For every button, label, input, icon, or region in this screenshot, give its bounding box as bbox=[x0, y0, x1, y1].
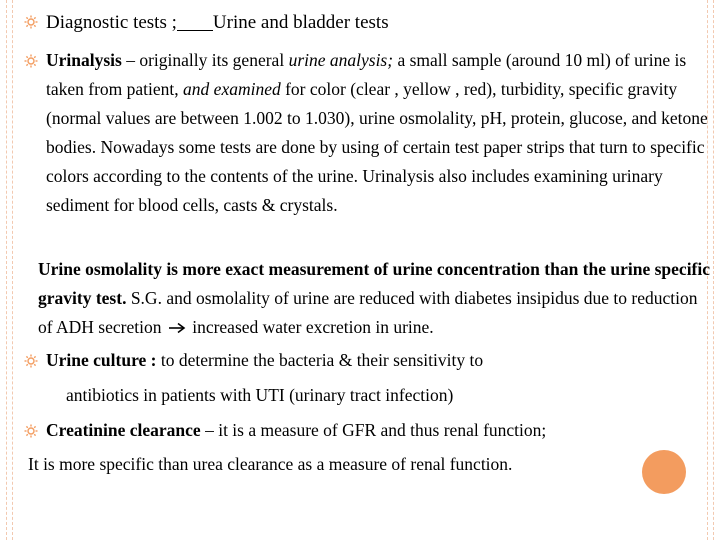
culture-term: Urine culture : bbox=[46, 350, 157, 370]
creatinine-line-2: It is more specific than urea clearance as a measure of renal function. bbox=[28, 454, 513, 474]
urinalysis-paragraph bbox=[46, 46, 710, 220]
diagnostic-heading bbox=[46, 8, 714, 37]
urinalysis-italic-a: urine analysis; bbox=[288, 50, 394, 70]
osmolality-after: increased water excretion in urine. bbox=[187, 317, 434, 337]
urinalysis-italic-b: and examined bbox=[183, 79, 281, 99]
sun-bullet-icon bbox=[24, 54, 38, 68]
osmolality-bold: Urine osmolality is more exact measurement of urine concentration than the urine specific gravity test. bbox=[38, 259, 711, 308]
urinalysis-text-b: a small sample (around 10 ml) of urine is taken from patient, bbox=[46, 50, 687, 99]
urinalysis-text-c: for color (clear , yellow , red), turbidity, specific gravity (normal values are between 1.002 to 1.030), urine osmolality, pH, protein, glucose, and ketone bodies. Nowadays some tests are done by using of certain test paper strips that turn to specific colors according to the contents of the urine. Urinalysis also includes examining urinary sediment for blood cells, casts & crystals. bbox=[46, 79, 708, 215]
culture-line-2: antibiotics in patients with UTI (urinary tract infection) bbox=[66, 385, 454, 405]
sun-bullet-icon bbox=[24, 354, 38, 368]
decorative-orange-circle bbox=[642, 450, 686, 494]
sun-bullet-icon bbox=[24, 15, 38, 29]
right-arrow-icon bbox=[168, 322, 186, 334]
osmolality-paragraph bbox=[38, 255, 714, 342]
osmolality-text: S.G. and osmolality of urine are reduced with diabetes insipidus due to reduction of ADH secretion bbox=[38, 288, 698, 337]
diagnostic-label: Diagnostic tests ; bbox=[46, 12, 177, 33]
creatinine-term: Creatinine clearance bbox=[46, 420, 201, 440]
urinalysis-text-a: – originally its general bbox=[121, 50, 289, 70]
culture-line-1 bbox=[46, 346, 714, 375]
culture-text: to determine the bacteria & their sensitivity to bbox=[156, 350, 484, 370]
sun-bullet-icon bbox=[24, 424, 38, 438]
creatinine-line-1 bbox=[46, 416, 714, 445]
heading-underline-gap bbox=[177, 12, 213, 31]
diagnostic-topic: Urine and bladder tests bbox=[212, 12, 389, 33]
creatinine-text: – it is a measure of GFR and thus renal function; bbox=[200, 420, 547, 440]
urinalysis-term: Urinalysis bbox=[46, 50, 122, 70]
